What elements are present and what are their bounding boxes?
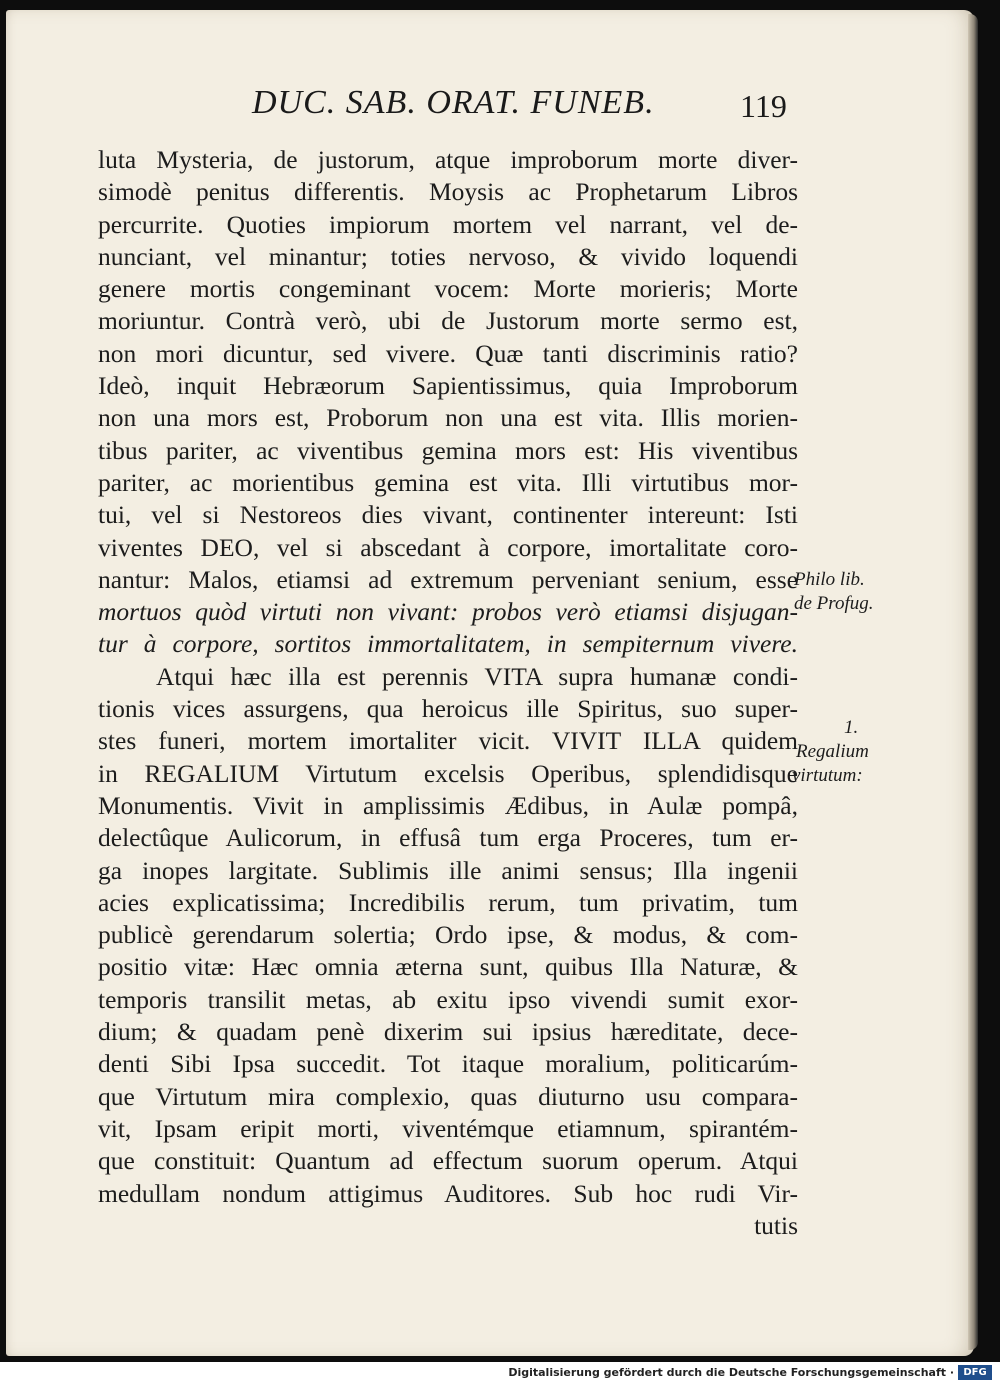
text-line: nunciant, vel minantur; toties nervoso, & vivido loquendi	[98, 241, 798, 271]
text-line: temporis transilit metas, ab exitu ipso vivendi sumit exor-	[98, 984, 798, 1014]
text-line: non mori dicuntur, sed vivere. Quæ tanti discriminis ratio?	[98, 338, 798, 368]
text-line: publicè gerendarum solertia; Ordo ipse, & modus, & com-	[98, 920, 798, 950]
dfg-logo: DFG	[958, 1365, 992, 1380]
funding-credit: Digitalisierung gefördert durch die Deutsche Forschungsgemeinschaft ·	[508, 1366, 954, 1379]
text-line: pariter, ac morientibus gemina est vita. Illi virtutibus mor-	[98, 467, 798, 497]
margin-note-line: de Profug.	[794, 593, 874, 614]
text-line: Monumentis. Vivit in amplissimis Ædibus, in Aulæ pompâ,	[98, 790, 798, 820]
text-line: non una mors est, Proborum non una est vita. Illis morien-	[98, 403, 798, 433]
page-edge	[968, 14, 978, 1350]
text-line: dium; & quadam penè dixerim sui ipsius hæreditate, dece-	[98, 1017, 798, 1047]
text-line: percurrite. Quoties impiorum mortem vel narrant, vel de-	[98, 209, 798, 239]
body-text	[98, 144, 798, 1242]
text-line: ga inopes largitate. Sublimis ille animi sensus; Illa ingenii	[98, 855, 798, 885]
text-line: moriuntur. Contrà verò, ubi de Justorum morte sermo est,	[98, 306, 798, 336]
margin-note-line: 1.	[844, 717, 859, 738]
text-line: medullam nondum attigimus Auditores. Sub hoc rudi Vir-	[98, 1178, 798, 1208]
text-line: delectûque Aulicorum, in effusâ tum erga Proceres, tum er-	[98, 823, 798, 853]
text-line: viventes DEO, vel si abscedant à corpore, imortalitate coro-	[98, 532, 798, 562]
page-number: 119	[740, 88, 787, 124]
catchword: tutis	[754, 1210, 798, 1240]
running-title: DUC. SAB. ORAT. FUNEB.	[252, 84, 655, 121]
margin-note-line: Regalium	[796, 741, 869, 762]
text-line: luta Mysteria, de justorum, atque improborum morte diver-	[98, 145, 798, 174]
text-line: acies explicatissima; Incredibilis rerum, tum privatim, tum	[98, 887, 798, 917]
text-line: mortuos quòd virtuti non vivant: probos verò etiamsi disjugan-	[98, 597, 798, 627]
text-line: tur à corpore, sortitos immortalitatem, in sempiternum vivere.	[98, 629, 798, 659]
text-line: nantur: Malos, etiamsi ad extremum perveniant senium, esse	[98, 564, 798, 594]
text-line: positio vitæ: Hæc omnia æterna sunt, quibus Illa Naturæ, &	[98, 952, 798, 982]
footer-bar	[0, 1362, 1000, 1386]
margin-note-line: Philo lib.	[794, 569, 865, 590]
margin-note-philo	[794, 568, 874, 616]
text-line: vit, Ipsam eripit morti, viventémque etiamnum, spirantém-	[98, 1113, 798, 1143]
margin-note-line: virtutum:	[792, 765, 863, 786]
margin-note-regalium	[792, 716, 869, 788]
text-line: que constituit: Quantum ad effectum suorum operum. Atqui	[98, 1146, 798, 1176]
text-line: in REGALIUM Virtutum excelsis Operibus, splendidisque	[98, 758, 798, 788]
text-line: Ideò, inquit Hebræorum Sapientissimus, quia Improborum	[98, 371, 798, 401]
text-line: tionis vices assurgens, qua heroicus ille Spiritus, suo super-	[98, 694, 798, 724]
text-line: denti Sibi Ipsa succedit. Tot itaque moralium, politicarúm-	[98, 1049, 798, 1079]
text-line: stes funeri, mortem imortaliter vicit. VIVIT ILLA quidem	[98, 726, 798, 756]
text-line: tibus pariter, ac viventibus gemina mors est: His viventibus	[98, 435, 798, 465]
text-line: que Virtutum mira complexio, quas diuturno usu compara-	[98, 1081, 798, 1111]
text-line: Atqui hæc illa est perennis VITA supra humanæ condi-	[156, 661, 798, 691]
text-line: simodè penitus differentis. Moysis ac Prophetarum Libros	[98, 177, 798, 207]
text-line: tui, vel si Nestoreos dies vivant, continenter intereunt: Isti	[98, 500, 798, 530]
text-line: genere mortis congeminant vocem: Morte morieris; Morte	[98, 274, 798, 304]
